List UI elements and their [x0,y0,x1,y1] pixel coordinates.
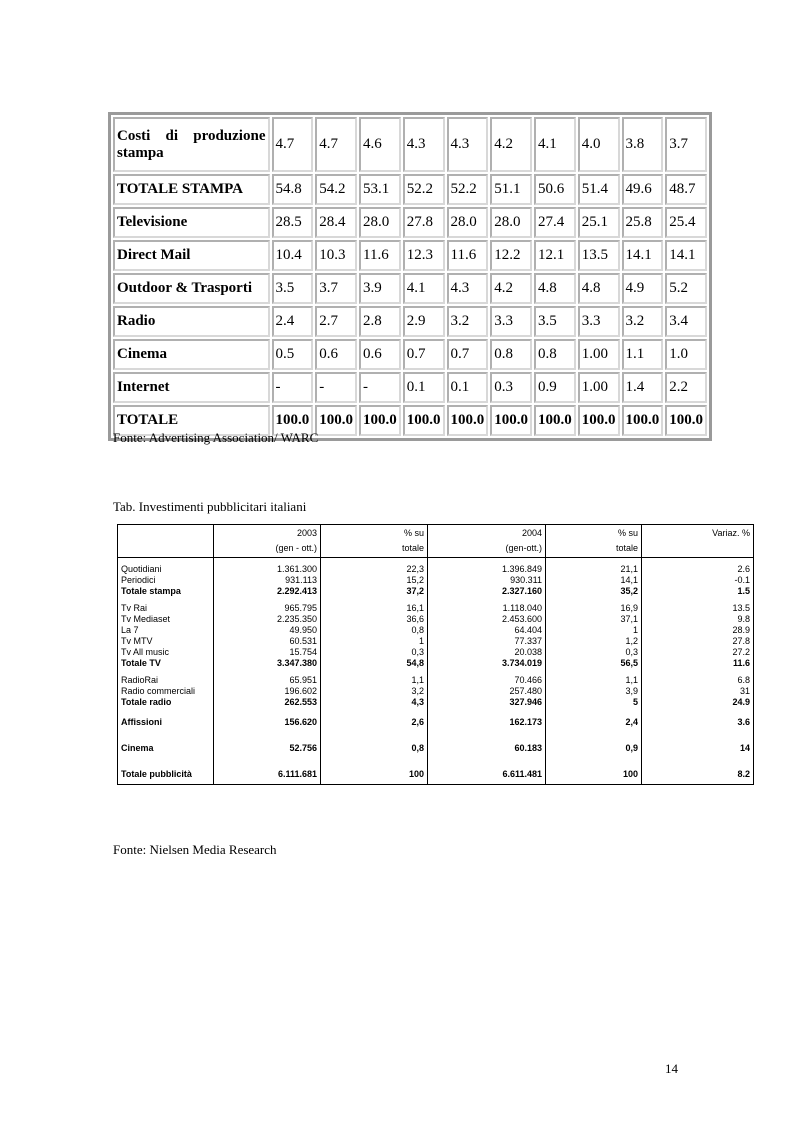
table2-row [118,647,754,658]
table1-row [113,174,707,205]
value-cell: 1.361.300 [214,558,321,576]
value-cell: 0.7 [447,339,489,370]
value-cell: 60.531 [214,636,321,647]
value-cell: 1.00 [578,372,620,403]
value-cell: 6.611.481 [428,760,546,785]
value-cell: 4.7 [315,117,357,172]
value-cell: 3.734.019 [428,658,546,669]
value-cell: 5 [546,697,642,708]
value-cell: 100.0 [490,405,532,436]
value-cell: 2.327.160 [428,586,546,597]
value-cell: 15.754 [214,647,321,658]
value-cell: 10.4 [272,240,314,271]
value-cell: 0.6 [359,339,401,370]
value-cell: 3.7 [665,117,707,172]
value-cell: 4,3 [321,697,428,708]
value-cell: 3.2 [622,306,664,337]
value-cell: 14 [642,734,754,760]
value-cell: 4.6 [359,117,401,172]
row-label: Quotidiani [118,558,214,576]
value-cell: 3.5 [272,273,314,304]
row-label: Direct Mail [113,240,270,271]
page-number: 14 [665,1061,678,1076]
row-label: Tv Mediaset [118,614,214,625]
value-cell: 100.0 [578,405,620,436]
value-cell: 35,2 [546,586,642,597]
value-cell: 25.1 [578,207,620,238]
value-cell: 3.9 [359,273,401,304]
table2-caption: Tab. Investimenti pubblicitari italiani [113,499,307,514]
value-cell: - [272,372,314,403]
value-cell: 48.7 [665,174,707,205]
value-cell: 0,8 [321,625,428,636]
row-label: Totale pubblicità [118,760,214,785]
value-cell: 54.8 [272,174,314,205]
value-cell: 3.5 [534,306,576,337]
value-cell: 11.6 [642,658,754,669]
value-cell: 965.795 [214,597,321,614]
value-cell: - [315,372,357,403]
value-cell: 3.7 [315,273,357,304]
table2-row [118,658,754,669]
value-cell: -0.1 [642,575,754,586]
value-cell: 100 [321,760,428,785]
table2-header-row1 [118,525,754,541]
value-cell: 196.602 [214,686,321,697]
value-cell: 0.1 [403,372,445,403]
value-cell: 3.6 [642,708,754,734]
value-cell: 100.0 [447,405,489,436]
row-label: Cinema [118,734,214,760]
table1-row [113,273,707,304]
value-cell: 56,5 [546,658,642,669]
value-cell: 64.404 [428,625,546,636]
value-cell: 4.0 [578,117,620,172]
value-cell: 28.0 [490,207,532,238]
table2-row [118,625,754,636]
value-cell: 65.951 [214,669,321,686]
value-cell: 1,2 [546,636,642,647]
value-cell: 20.038 [428,647,546,658]
value-cell: 100 [546,760,642,785]
table2-row [118,686,754,697]
value-cell: 2,6 [321,708,428,734]
value-cell: 0.9 [534,372,576,403]
header-pct-2004-total: totale [546,540,642,558]
value-cell: 0,9 [546,734,642,760]
table1-source: Fonte: Advertising Association/ WARC [113,430,319,445]
value-cell: 12.3 [403,240,445,271]
value-cell: 52.756 [214,734,321,760]
table1-row [113,117,707,172]
value-cell: 100.0 [359,405,401,436]
value-cell: 4.2 [490,117,532,172]
value-cell: 31 [642,686,754,697]
row-label: Tv Rai [118,597,214,614]
value-cell: 13.5 [642,597,754,614]
value-cell: 36,6 [321,614,428,625]
value-cell: 327.946 [428,697,546,708]
value-cell: 12.2 [490,240,532,271]
value-cell: 3.2 [447,306,489,337]
value-cell: 49.950 [214,625,321,636]
value-cell: 4.7 [272,117,314,172]
value-cell: 2.8 [359,306,401,337]
value-cell: 25.4 [665,207,707,238]
row-label: Tv All music [118,647,214,658]
value-cell: 0,8 [321,734,428,760]
table2-row [118,734,754,760]
row-label: Cinema [113,339,270,370]
italian-ad-investment-table [117,524,753,829]
value-cell: 2.292.413 [214,586,321,597]
value-cell: 1 [546,625,642,636]
value-cell: 27.2 [642,647,754,658]
value-cell: 156.620 [214,708,321,734]
table1-row [113,372,707,403]
row-label: Internet [113,372,270,403]
value-cell: 3,9 [546,686,642,697]
value-cell: 1.00 [578,339,620,370]
value-cell: 2,4 [546,708,642,734]
value-cell: 0.7 [403,339,445,370]
value-cell: 49.6 [622,174,664,205]
value-cell: 28.5 [272,207,314,238]
table2-row [118,614,754,625]
value-cell: 50.6 [534,174,576,205]
row-label: Radio commerciali [118,686,214,697]
value-cell: 28.4 [315,207,357,238]
value-cell: 3,2 [321,686,428,697]
table2-row [118,558,754,576]
value-cell: 51.4 [578,174,620,205]
row-label: Televisione [113,207,270,238]
value-cell: 54,8 [321,658,428,669]
value-cell: 12.1 [534,240,576,271]
value-cell: 2.235.350 [214,614,321,625]
value-cell: 1.118.040 [428,597,546,614]
header-2004: 2004 [428,525,546,541]
table2-row [118,697,754,708]
value-cell: 70.466 [428,669,546,686]
value-cell: 6.111.681 [214,760,321,785]
value-cell: 6.8 [642,669,754,686]
row-label: Periodici [118,575,214,586]
value-cell: 28.9 [642,625,754,636]
row-label: Outdoor & Trasporti [113,273,270,304]
value-cell: 3.8 [622,117,664,172]
table2-row [118,597,754,614]
table2-row [118,575,754,586]
value-cell: - [359,372,401,403]
value-cell: 27.4 [534,207,576,238]
value-cell: 9.8 [642,614,754,625]
value-cell: 51.1 [490,174,532,205]
value-cell: 1.396.849 [428,558,546,576]
value-cell: 3.4 [665,306,707,337]
value-cell: 11.6 [359,240,401,271]
value-cell: 1,1 [546,669,642,686]
table1-row [113,306,707,337]
row-label: Totale radio [118,697,214,708]
header-pct-2004: % su [546,525,642,541]
header-2003: 2003 [214,525,321,541]
value-cell: 25.8 [622,207,664,238]
value-cell: 262.553 [214,697,321,708]
value-cell: 21,1 [546,558,642,576]
table2-row [118,636,754,647]
value-cell: 0.8 [490,339,532,370]
value-cell: 4.9 [622,273,664,304]
value-cell: 1.0 [665,339,707,370]
value-cell: 0.8 [534,339,576,370]
value-cell: 0,3 [546,647,642,658]
value-cell: 11.6 [447,240,489,271]
table2-row [118,708,754,734]
value-cell: 2.7 [315,306,357,337]
value-cell: 5.2 [665,273,707,304]
value-cell: 16,9 [546,597,642,614]
value-cell: 162.173 [428,708,546,734]
table1-row [113,339,707,370]
value-cell: 1.1 [622,339,664,370]
value-cell: 28.0 [359,207,401,238]
header-pct-2003: % su [321,525,428,541]
value-cell: 28.0 [447,207,489,238]
header-2004-period: (gen-ott.) [428,540,546,558]
table2-row [118,586,754,597]
value-cell: 257.480 [428,686,546,697]
value-cell: 60.183 [428,734,546,760]
value-cell: 4.8 [578,273,620,304]
value-cell: 54.2 [315,174,357,205]
value-cell: 1.4 [622,372,664,403]
table1-row [113,240,707,271]
row-label: TOTALE STAMPA [113,174,270,205]
value-cell: 0.1 [447,372,489,403]
table2-source: Fonte: Nielsen Media Research [113,842,277,857]
value-cell: 2.453.600 [428,614,546,625]
value-cell: 37,2 [321,586,428,597]
table2-row [118,669,754,686]
value-cell: 15,2 [321,575,428,586]
value-cell: 2.4 [272,306,314,337]
value-cell: 14.1 [665,240,707,271]
value-cell: 3.347.380 [214,658,321,669]
value-cell: 100.0 [534,405,576,436]
value-cell: 930.311 [428,575,546,586]
value-cell: 14.1 [622,240,664,271]
value-cell: 52.2 [403,174,445,205]
value-cell: 13.5 [578,240,620,271]
value-cell: 100.0 [315,405,357,436]
value-cell: 24.9 [642,697,754,708]
advertising-share-table [108,112,712,441]
row-label: Costi di produzione stampa [113,117,270,172]
value-cell: 2.6 [642,558,754,576]
value-cell: 27.8 [403,207,445,238]
value-cell: 4.3 [403,117,445,172]
row-label: Radio [113,306,270,337]
value-cell: 53.1 [359,174,401,205]
row-label: La 7 [118,625,214,636]
header-variation: Variaz. % [642,525,754,541]
value-cell: 52.2 [447,174,489,205]
value-cell: 77.337 [428,636,546,647]
value-cell: 100.0 [665,405,707,436]
table1-row [113,207,707,238]
row-label: TOTALE [113,405,270,436]
value-cell: 1 [321,636,428,647]
value-cell: 100.0 [403,405,445,436]
value-cell: 4.8 [534,273,576,304]
value-cell: 931.113 [214,575,321,586]
row-label: Tv MTV [118,636,214,647]
row-label: RadioRai [118,669,214,686]
value-cell: 0.5 [272,339,314,370]
table2-row [118,760,754,785]
value-cell: 4.3 [447,273,489,304]
value-cell: 1.5 [642,586,754,597]
row-label: Affissioni [118,708,214,734]
value-cell: 4.2 [490,273,532,304]
value-cell: 1,1 [321,669,428,686]
value-cell: 4.3 [447,117,489,172]
value-cell: 4.1 [403,273,445,304]
header-2003-period: (gen - ott.) [214,540,321,558]
value-cell: 0.3 [490,372,532,403]
row-label: Totale TV [118,658,214,669]
value-cell: 0.6 [315,339,357,370]
value-cell: 2.2 [665,372,707,403]
value-cell: 8.2 [642,760,754,785]
value-cell: 22,3 [321,558,428,576]
value-cell: 27.8 [642,636,754,647]
value-cell: 10.3 [315,240,357,271]
row-label: Totale stampa [118,586,214,597]
value-cell: 3.3 [490,306,532,337]
value-cell: 4.1 [534,117,576,172]
value-cell: 16,1 [321,597,428,614]
table2-header-row2 [118,540,754,558]
value-cell: 100.0 [272,405,314,436]
value-cell: 3.3 [578,306,620,337]
value-cell: 14,1 [546,575,642,586]
value-cell: 2.9 [403,306,445,337]
value-cell: 37,1 [546,614,642,625]
header-pct-2003-total: totale [321,540,428,558]
value-cell: 0,3 [321,647,428,658]
value-cell: 100.0 [622,405,664,436]
